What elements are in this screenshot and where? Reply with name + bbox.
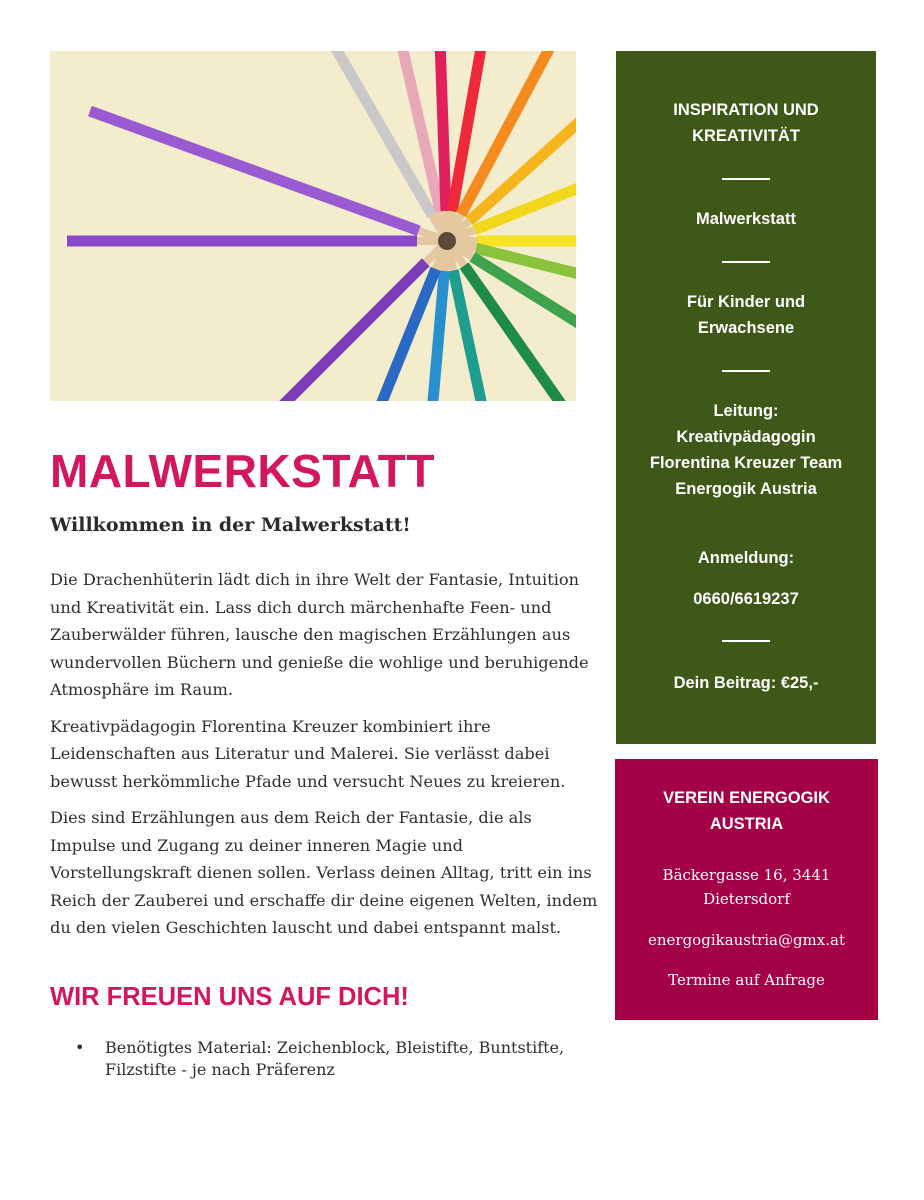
divider	[722, 370, 770, 372]
address-text: Bäckergasse 16, 3441 Dietersdorf	[662, 866, 831, 908]
intro-text	[50, 566, 600, 951]
workshop-name: Malwerkstatt	[696, 210, 796, 228]
email-link[interactable]: energogikaustria@gmx.at	[648, 931, 845, 949]
paragraph: Kreativpädagogin Florentina Kreuzer kombiniert ihre Leidenschaften aus Literatur und Malerei. Sie verlässt dabei bewusst herkömmliche Pfade und versucht Neues zu kreieren.	[50, 716, 566, 791]
panel-heading: INSPIRATION UND KREATIVITÄT	[673, 101, 819, 145]
info-panel	[616, 51, 876, 744]
cta-heading: WIR FREUEN UNS AUF DICH!	[50, 983, 409, 1011]
appointments-text: Termine auf Anfrage	[668, 971, 825, 989]
material-list	[50, 1037, 590, 1081]
phone-number: 0660/6619237	[693, 590, 799, 608]
hero-photo	[50, 51, 576, 401]
fee-text: Dein Beitrag: €25,-	[673, 674, 819, 692]
contact-panel	[615, 759, 878, 1020]
paragraph: Dies sind Erzählungen aus dem Reich der Fantasie, die als Impulse und Zugang zu deiner inneren Magie und Vorstellungskraft dienen sollen. Verlass deinen Alltag, tritt ein ins Reich der Zauberei und erschaffe dir deine eigenen Welten, indem du den vielen Geschichten lauscht und dabei entspannt malst.	[50, 808, 598, 937]
divider	[722, 178, 770, 180]
registration-label: Anmeldung:	[697, 549, 795, 567]
paragraph: Die Drachenhüterin lädt dich in ihre Welt der Fantasie, Intuition und Kreativität ein. Lass dich durch märchenhafte Feen- und Zauberwälder führen, lausche den magischen Erzählungen aus wundervollen Büchern und genieße die wohlige und beruhigende Atmosphäre im Raum.	[50, 570, 589, 699]
list-item-text: Benötigtes Material: Zeichenblock, Bleistifte, Buntstifte, Filzstifte - je nach Präferenz	[105, 1038, 565, 1079]
audience-text: Für Kinder und Erwachsene	[686, 293, 806, 337]
list-item	[50, 1037, 590, 1081]
organization-heading: VEREIN ENERGOGIK AUSTRIA	[663, 789, 830, 833]
bullet-icon: •	[75, 1038, 85, 1057]
divider	[722, 640, 770, 642]
lead-text: Leitung: Kreativpädagogin Florentina Kreuzer Team Energogik Austria	[649, 402, 843, 498]
welcome-subtitle: Willkommen in der Malwerkstatt!	[50, 514, 411, 536]
page-title: MALWERKSTATT	[50, 445, 436, 497]
divider	[722, 261, 770, 263]
colored-pencils-image	[50, 51, 576, 401]
